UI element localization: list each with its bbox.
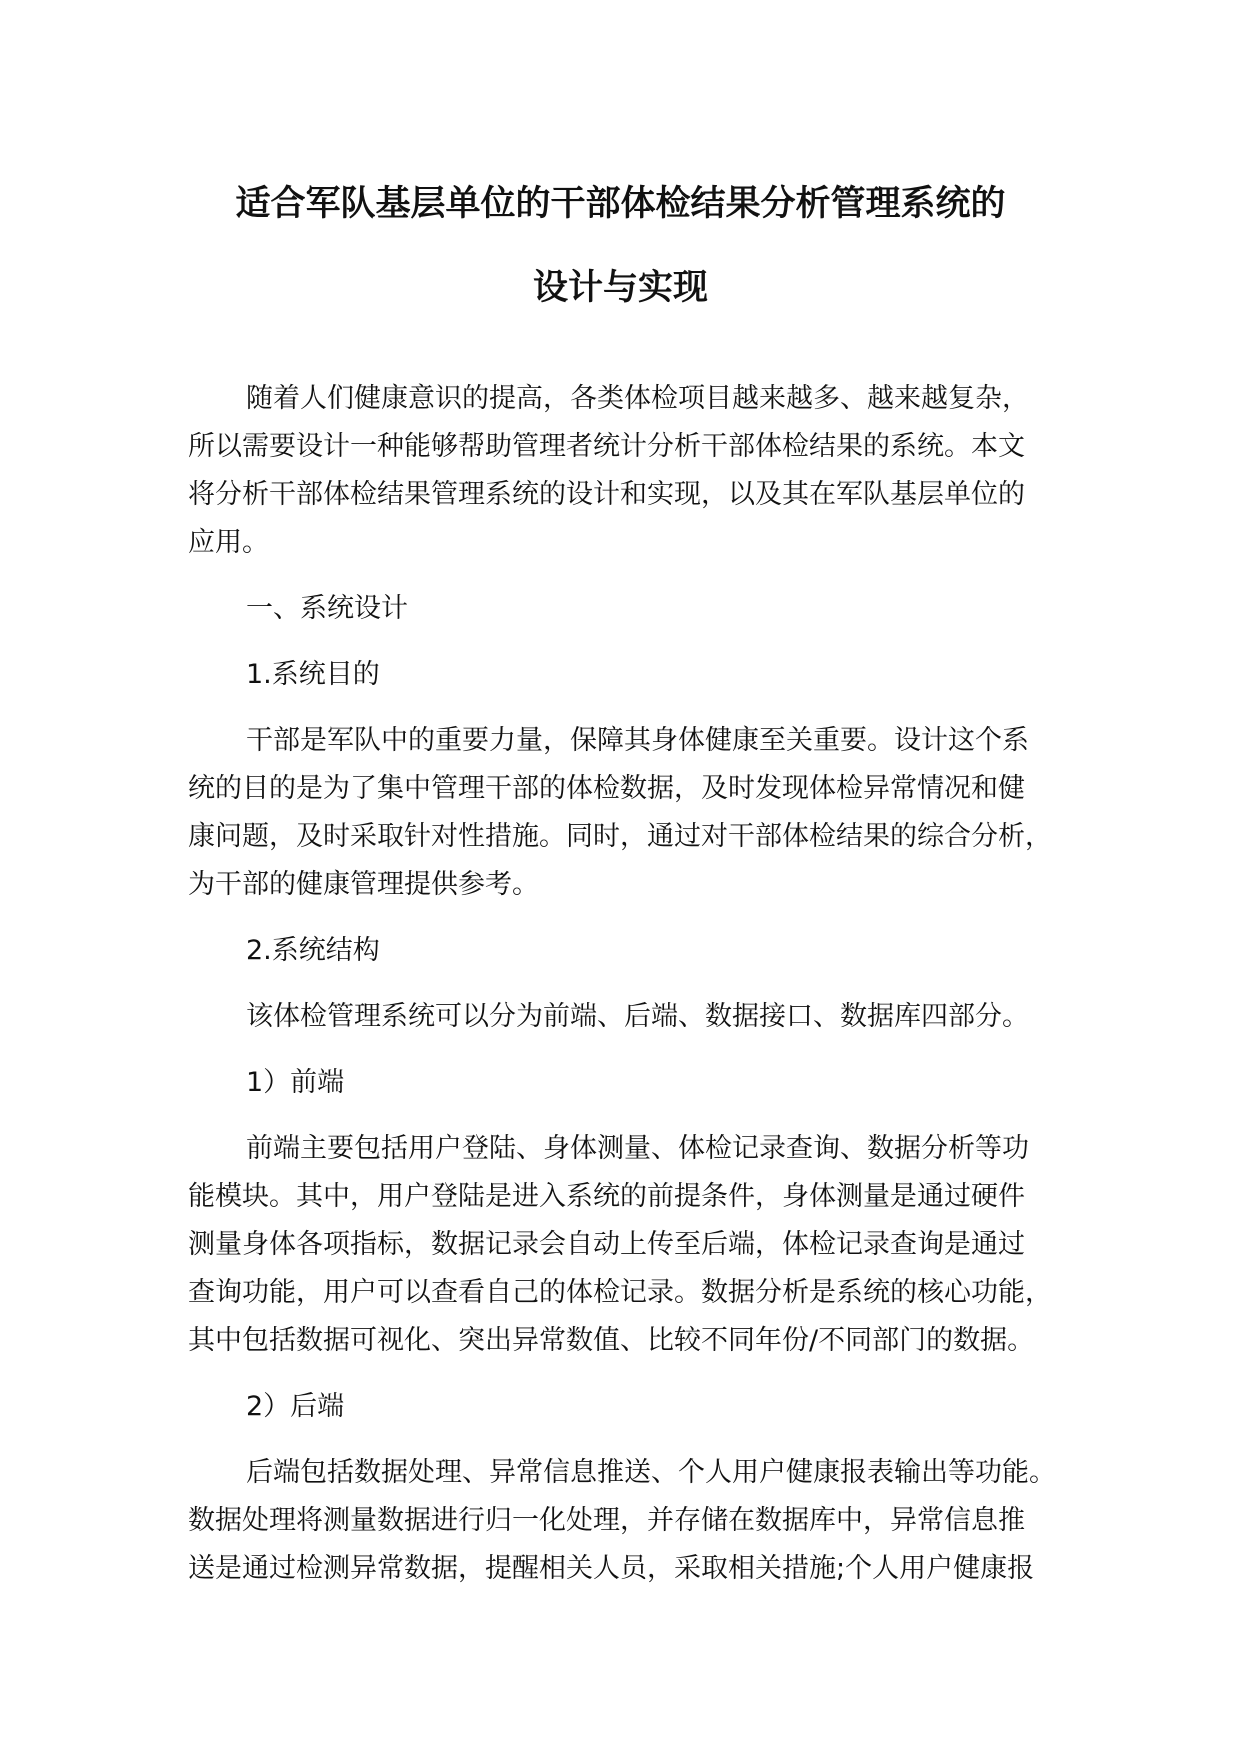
item-heading-backend: 2）后端 <box>246 1391 345 1422</box>
document-title-line-2: 设计与实现 <box>532 268 708 308</box>
paragraph-line: 后端包括数据处理、异常信息推送、个人用户健康报表输出等功能。 <box>246 1457 1056 1488</box>
document-title-line-1: 适合军队基层单位的干部体检结果分析管理系统的 <box>235 184 1006 224</box>
subsection-heading-purpose: 1.系统目的 <box>246 659 380 690</box>
paragraph-line: 统的目的是为了集中管理干部的体检数据，及时发现体检异常情况和健 <box>188 773 1025 804</box>
paragraph-line: 前端主要包括用户登陆、身体测量、体检记录查询、数据分析等功 <box>246 1133 1029 1164</box>
paragraph-line: 该体检管理系统可以分为前端、后端、数据接口、数据库四部分。 <box>246 1001 1029 1032</box>
paragraph-purpose <box>188 717 1083 909</box>
paragraph-line: 随着人们健康意识的提高，各类体检项目越来越多、越来越复杂， <box>246 383 1029 414</box>
paragraph-backend <box>188 1449 1083 1593</box>
paragraph-line: 能模块。其中，用户登陆是进入系统的前提条件，身体测量是通过硬件 <box>188 1181 1025 1212</box>
paragraph-line: 为干部的健康管理提供参考。 <box>188 869 539 900</box>
paragraph-line: 其中包括数据可视化、突出异常数值、比较不同年份/不同部门的数据。 <box>188 1325 1035 1356</box>
paragraph-line: 将分析干部体检结果管理系统的设计和实现，以及其在军队基层单位的 <box>188 479 1025 510</box>
subsection-heading-structure: 2.系统结构 <box>246 935 380 966</box>
document-body <box>188 375 1083 1593</box>
item-heading-frontend: 1）前端 <box>246 1067 345 1098</box>
paragraph-frontend <box>188 1125 1083 1365</box>
paragraph-line: 所以需要设计一种能够帮助管理者统计分析干部体检结果的系统。本文 <box>188 431 1025 462</box>
paragraph-line: 送是通过检测异常数据，提醒相关人员，采取相关措施;个人用户健康报 <box>188 1553 1035 1584</box>
paragraph-line: 测量身体各项指标，数据记录会自动上传至后端，体检记录查询是通过 <box>188 1229 1025 1260</box>
paragraph-line: 查询功能，用户可以查看自己的体检记录。数据分析是系统的核心功能， <box>188 1277 1052 1308</box>
paragraph-line: 应用。 <box>188 527 269 558</box>
section-heading-system-design: 一、系统设计 <box>246 593 408 624</box>
paragraph-line: 干部是军队中的重要力量，保障其身体健康至关重要。设计这个系 <box>246 725 1029 756</box>
paragraph-line: 康问题，及时采取针对性措施。同时，通过对干部体检结果的综合分析， <box>188 821 1052 852</box>
paragraph-intro <box>188 375 1083 567</box>
paragraph-line: 数据处理将测量数据进行归一化处理，并存储在数据库中，异常信息推 <box>188 1505 1025 1536</box>
paragraph-structure <box>188 993 1083 1041</box>
